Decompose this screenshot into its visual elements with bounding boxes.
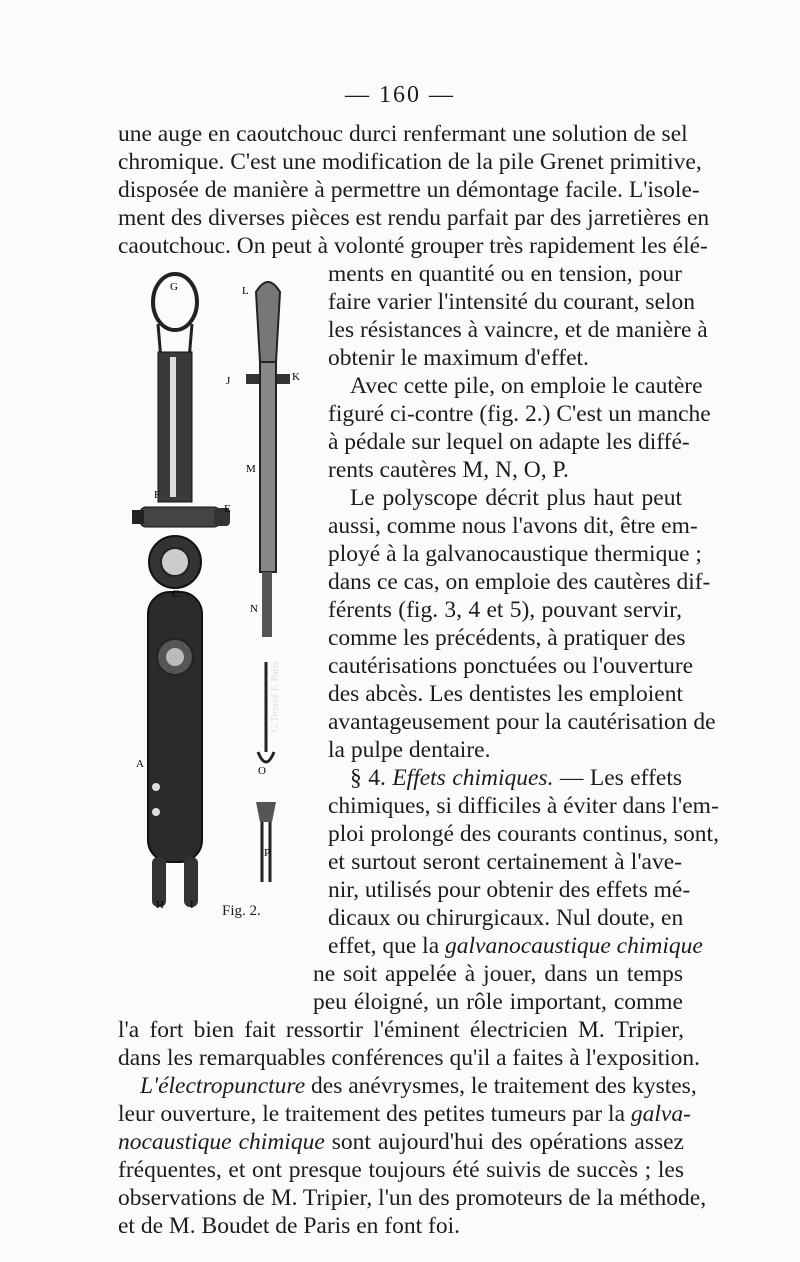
fig-label-i: I [190, 899, 194, 911]
text-line: Avec cette pile, on emploie le cautère [350, 373, 703, 399]
text-line [118, 1072, 697, 1100]
text-line: obtenir le maximum d'effet. [328, 345, 589, 371]
text-line: rents cautères M, N, O, P. [328, 457, 569, 483]
text-line [118, 1100, 691, 1128]
text-line: peu éloigné, un rôle important, comme [313, 989, 683, 1015]
text-line: ments en quantité ou en tension, pour [328, 261, 682, 287]
text-line: ployé à la galvanocaustique thermique ; [328, 541, 702, 567]
text-line: cautérisations ponctuées ou l'ouverture [328, 653, 694, 679]
fig-label-k: K [292, 371, 300, 383]
text-line: caoutchouc. On peut à volonté grouper très rapidement les élé- [118, 233, 708, 259]
text-span: sont aujourd'hui des opérations assez [324, 1129, 684, 1155]
electrode-pieces-drawing [246, 282, 290, 882]
fig-label-l: L [242, 285, 249, 297]
italic-term: L'électropuncture [140, 1073, 306, 1099]
text-line: fréquentes, et ont presque toujours été suivis de succès ; les [118, 1157, 684, 1183]
text-line: les résistances à vaincre, et de manière à [328, 317, 708, 343]
fig-label-o: O [258, 765, 266, 777]
text-span: effet, que la [328, 933, 446, 959]
page-number: — 160 — [345, 82, 455, 108]
text-line [118, 1128, 684, 1156]
text-line [328, 932, 703, 960]
text-line: une auge en caoutchouc durci renfermant une solution de sel [118, 121, 688, 147]
text-line: férents (fig. 3, 4 et 5), pouvant servir, [328, 597, 682, 623]
text-line: ment des diverses pièces est rendu parfait par des jarretières en [118, 205, 710, 231]
italic-term: nocaustique chimique [118, 1129, 325, 1155]
fig-label-p: P [264, 847, 271, 859]
text-line: ploi prolongé des courants continus, sont, [328, 821, 719, 847]
text-line: et surtout seront certainement à l'ave- [328, 849, 682, 875]
text-line: la pulpe dentaire. [328, 737, 491, 763]
italic-term: galva- [630, 1101, 691, 1127]
text-span: leur ouverture, le traitement des petites tumeurs par la [118, 1101, 631, 1127]
text-line: dans les remarquables conférences qu'il a faites à l'exposition. [118, 1045, 701, 1071]
text-line: dans ce cas, on emploie des cautères dif- [328, 569, 711, 595]
fig-label-f: F [154, 489, 161, 501]
text-line: à pédale sur lequel on adapte les diffé- [328, 429, 690, 455]
section-title: Effets chimiques. [392, 765, 554, 791]
italic-term: galvanocaustique chimique [445, 933, 703, 959]
text-line: ne soit appelée à jouer, dans un temps [313, 961, 683, 987]
text-line: comme les précédents, à pratiquer des [328, 625, 686, 651]
text-line: des abcès. Les dentistes les emploient [328, 681, 684, 707]
fig-label-e: E [224, 503, 231, 515]
text-line: chimiques, si difficiles à éviter dans l'em- [328, 793, 719, 819]
fig-label-g: G [170, 281, 178, 293]
text-line: Le polyscope décrit plus haut peut [350, 485, 682, 511]
fig-label-j: J [226, 375, 231, 387]
cautery-handle-figure [118, 262, 318, 922]
text-line: aussi, comme nous l'avons dit, être em- [328, 513, 698, 539]
text-line: l'a fort bien fait ressortir l'éminent électricien M. Tripier, [118, 1017, 684, 1043]
fig-label-c: C [172, 588, 180, 600]
section-heading [328, 764, 682, 792]
text-line: nir, utilisés pour obtenir des effets mé- [328, 877, 691, 903]
fig-label-n: N [250, 603, 258, 615]
cautery-illustration [118, 262, 318, 922]
text-line: faire varier l'intensité du courant, selon [328, 289, 696, 315]
section-rest: — Les effets [553, 765, 683, 791]
handle-inscription: G.Trouvé F. Paris [270, 661, 281, 732]
text-line: chromique. C'est une modification de la pile Grenet primitive, [118, 149, 702, 175]
text-span: des anévrysmes, le traitement des kystes, [305, 1073, 697, 1099]
figure-caption: Fig. 2. [222, 903, 261, 919]
fig-label-h: H [156, 899, 164, 911]
text-line: observations de M. Tripier, l'un des promoteurs de la méthode, [118, 1185, 707, 1211]
section-number: § 4. [350, 765, 386, 791]
text-line: dicaux ou chirurgicaux. Nul doute, en [328, 905, 684, 931]
text-line: figuré ci-contre (fig. 2.) C'est un manche [328, 401, 711, 427]
text-line: disposée de manière à permettre un démontage facile. L'isole- [118, 177, 700, 203]
fig-label-a: A [136, 758, 144, 770]
text-line: avantageusement pour la cautérisation de [328, 709, 716, 735]
text-line: et de M. Boudet de Paris en font foi. [118, 1213, 460, 1239]
cautery-handle-drawing [132, 274, 230, 907]
fig-label-m: M [246, 463, 256, 475]
